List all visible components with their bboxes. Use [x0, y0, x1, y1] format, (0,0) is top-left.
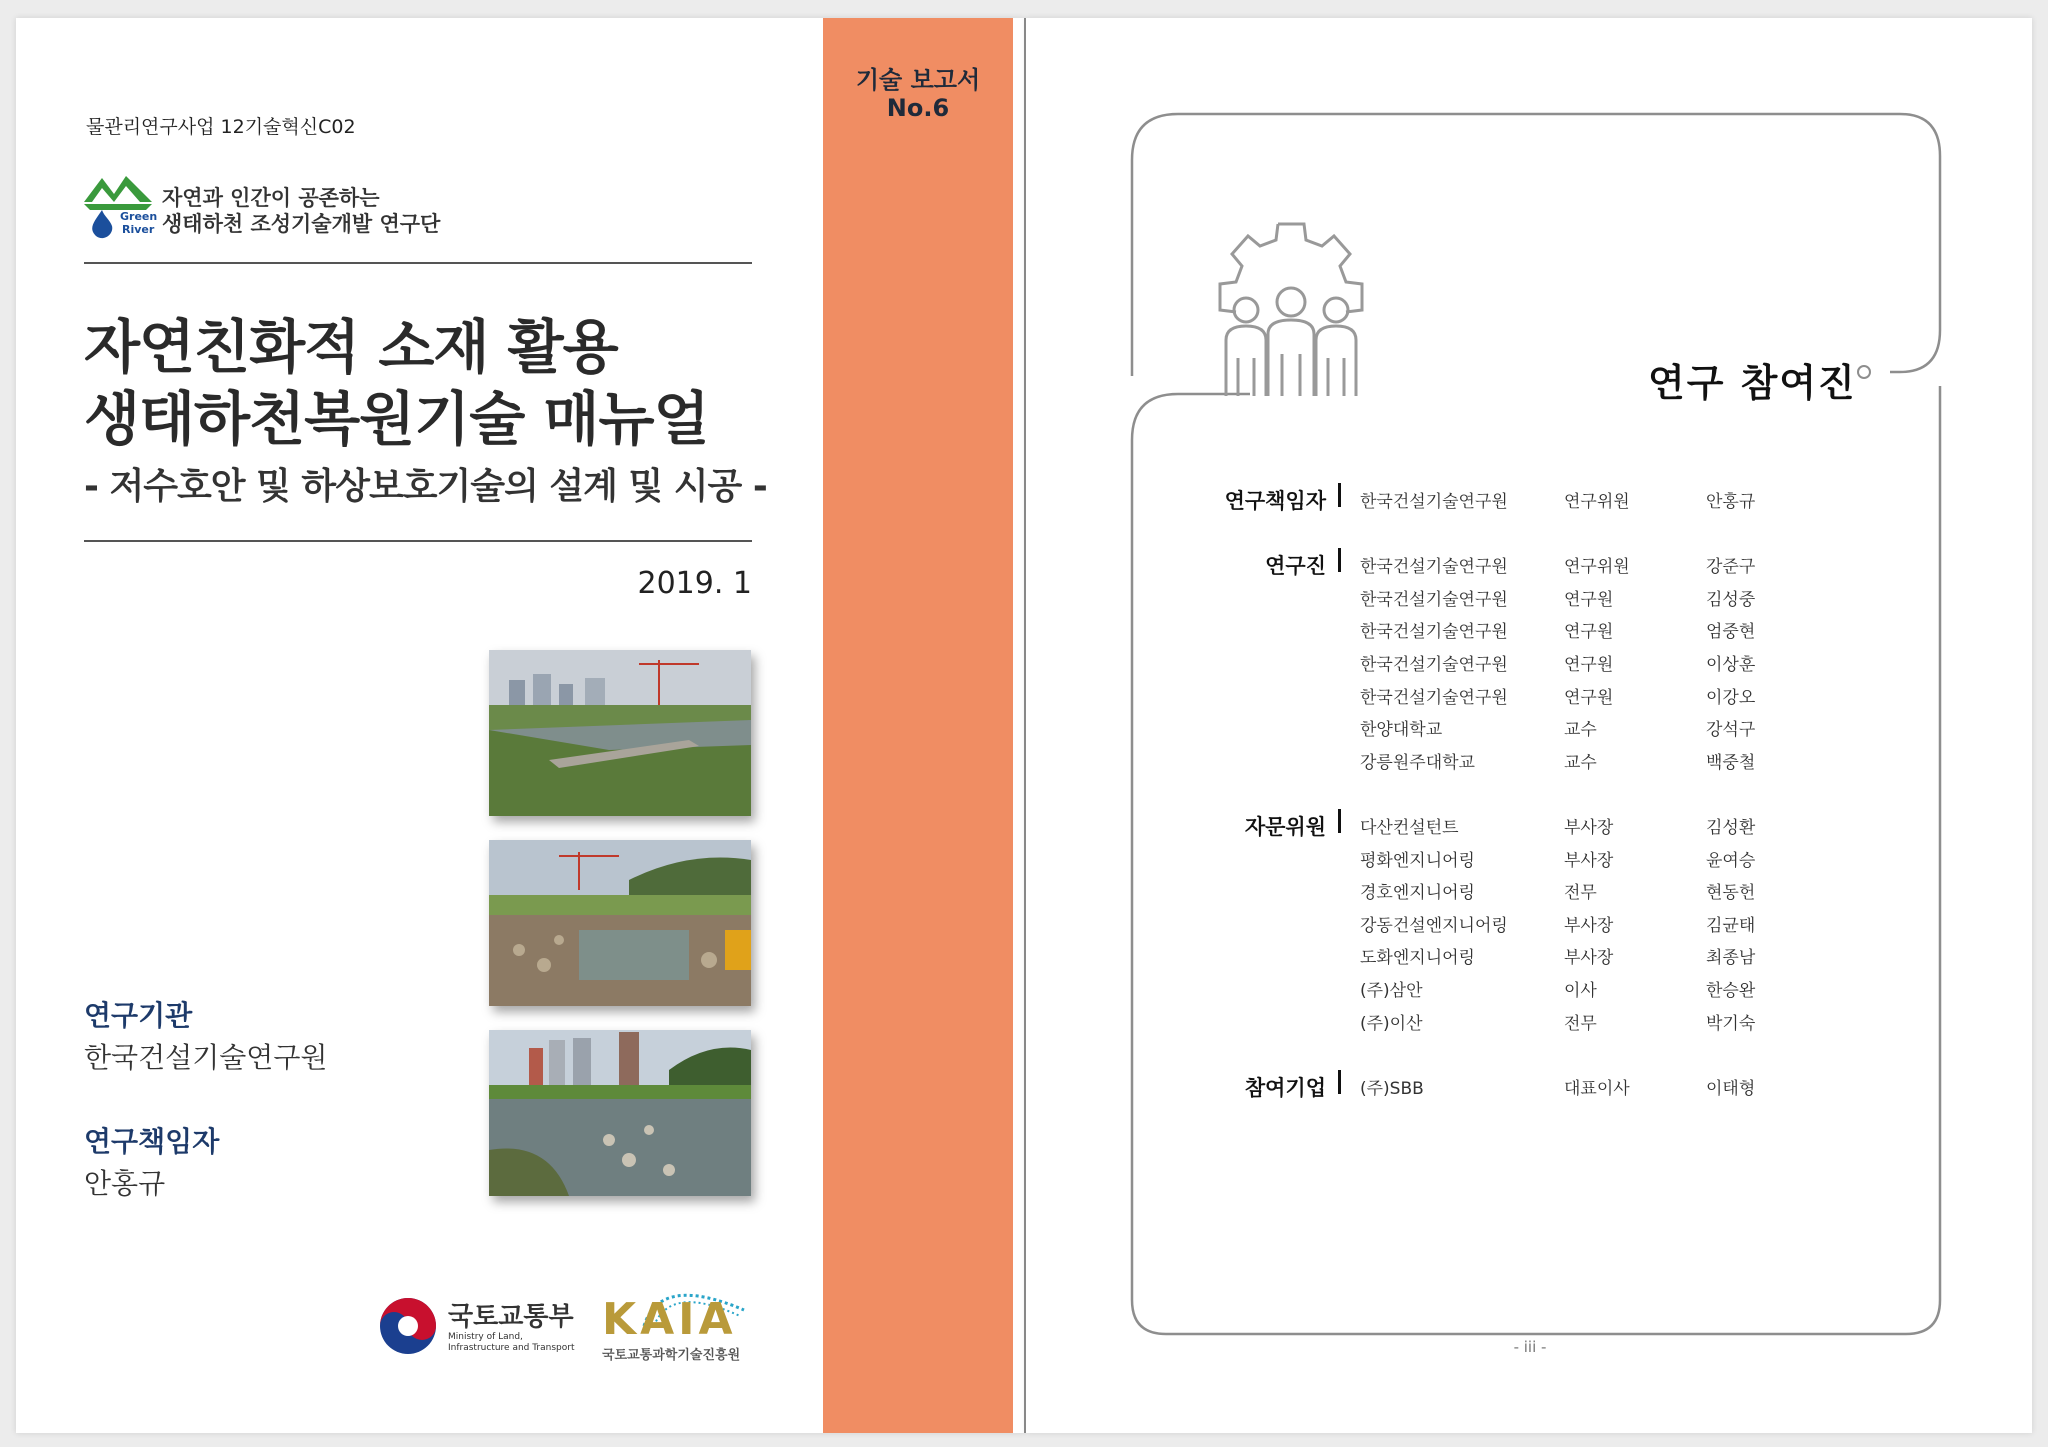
river-photo-1	[489, 650, 751, 816]
cover-title-line2: 생태하천복원기술 매뉴얼	[84, 385, 709, 453]
credit-title: 교수	[1564, 752, 1597, 773]
credit-org: 한국건설기술연구원	[1360, 687, 1508, 708]
ministry-name: 국토교통부	[448, 1302, 574, 1332]
credit-org: 한국건설기술연구원	[1360, 655, 1508, 675]
credit-name: 이태형	[1706, 1078, 1756, 1099]
credit-name: 백중철	[1706, 752, 1756, 773]
credit-name: 박기숙	[1706, 1013, 1756, 1034]
credit-title: 부사장	[1564, 915, 1614, 936]
credit-title: 전무	[1564, 883, 1597, 904]
credit-org: 평화엔지니어링	[1360, 850, 1475, 871]
kaia-name: 국토교통과학기술진흥원	[602, 1348, 741, 1363]
cover-subtitle: - 저수호안 및 하상보호기술의 설계 및 시공 -	[84, 466, 767, 507]
credit-role-label: 연구진	[1265, 554, 1326, 579]
program-code: 물관리연구사업 12기술혁신C02	[86, 116, 356, 138]
credit-name: 강석구	[1706, 720, 1756, 741]
ministry-en-line1: Ministry of Land,	[448, 1332, 523, 1342]
credit-name: 이강오	[1706, 687, 1756, 708]
credit-org: 한국건설기술연구원	[1360, 622, 1508, 643]
credit-name: 안홍규	[1706, 492, 1756, 512]
credit-title: 연구원	[1564, 589, 1614, 610]
taegeuk-icon	[378, 1296, 438, 1356]
credit-name: 강준구	[1706, 557, 1756, 578]
credit-org: 경호엔지니어링	[1360, 883, 1475, 904]
credit-name: 김성환	[1706, 818, 1756, 838]
credit-role-separator	[1338, 809, 1341, 833]
credit-org: 강동건설엔지니어링	[1360, 915, 1508, 936]
credit-role-separator	[1338, 1070, 1341, 1094]
credit-title: 이사	[1564, 981, 1597, 1001]
credit-title: 교수	[1564, 720, 1597, 741]
credit-org: (주)이산	[1360, 1013, 1423, 1034]
logo-text-river: River	[122, 223, 155, 236]
credit-name: 엄중현	[1706, 622, 1756, 643]
credit-title: 연구위원	[1564, 557, 1630, 578]
team-gear-icon	[1218, 218, 1364, 396]
credit-name: 윤여승	[1706, 850, 1756, 871]
lead-label: 연구책임자	[84, 1125, 220, 1158]
credit-name: 최종남	[1706, 948, 1756, 969]
credit-title: 연구위원	[1564, 492, 1630, 512]
spine-label-number: No.6	[886, 94, 950, 122]
credit-title: 부사장	[1564, 948, 1614, 969]
credit-name: 김성중	[1706, 589, 1756, 610]
credit-name: 이상훈	[1706, 655, 1756, 675]
org-name-line2: 생태하천 조성기술개발 연구단	[162, 212, 441, 236]
divider-bottom	[84, 540, 752, 542]
credit-name: 현동헌	[1706, 883, 1756, 904]
org-name-line1: 자연과 인간이 공존하는	[162, 186, 380, 210]
credit-org: 강릉원주대학교	[1360, 752, 1475, 773]
credit-title: 연구원	[1564, 622, 1614, 643]
credit-title: 부사장	[1564, 850, 1614, 871]
credit-role-separator	[1338, 548, 1341, 572]
page-fold-line	[1024, 18, 1026, 1433]
credit-role-label: 연구책임자	[1224, 489, 1326, 513]
spine-label-title: 기술 보고서	[855, 66, 981, 94]
credit-title: 전무	[1564, 1013, 1597, 1034]
credit-name: 한승완	[1706, 981, 1756, 1001]
logo-text-green: Green	[120, 210, 158, 223]
credit-org: (주)SBB	[1360, 1078, 1424, 1099]
credit-org: 한국건설기술연구원	[1360, 589, 1508, 610]
page-number: - iii -	[1513, 1338, 1547, 1356]
credit-org: 도화엔지니어링	[1360, 948, 1475, 969]
ministry-logo	[378, 1296, 438, 1356]
river-photo-2	[489, 840, 751, 1006]
cover-date: 2019. 1	[637, 566, 752, 601]
credits-heading: 연구 참여진	[1648, 361, 1857, 405]
credit-org: 한양대학교	[1360, 720, 1443, 741]
divider-top	[84, 262, 752, 264]
credit-role-separator	[1338, 483, 1341, 507]
credit-title: 부사장	[1564, 818, 1614, 838]
credit-org: 한국건설기술연구원	[1360, 492, 1508, 512]
ministry-en-line2: Infrastructure and Transport	[448, 1343, 575, 1353]
credit-title: 연구원	[1564, 655, 1614, 675]
credit-org: 한국건설기술연구원	[1360, 557, 1508, 578]
lead-value: 안홍규	[84, 1167, 166, 1200]
kaia-logo-text: KAIA	[602, 1294, 737, 1345]
credit-role-label: 자문위원	[1244, 815, 1326, 839]
credit-title: 연구원	[1564, 687, 1614, 708]
credit-org: 다산컨설턴트	[1360, 818, 1459, 838]
credit-name: 김균태	[1706, 915, 1756, 936]
credit-role-label: 참여기업	[1244, 1075, 1326, 1100]
cover-title-line1: 자연친화적 소재 활용	[84, 313, 618, 381]
institution-value: 한국건설기술연구원	[84, 1041, 328, 1074]
spine-band	[823, 18, 1013, 1433]
river-photo-3	[489, 1030, 751, 1196]
credit-org: (주)삼안	[1360, 981, 1423, 1001]
institution-label: 연구기관	[84, 999, 193, 1032]
credit-title: 대표이사	[1564, 1078, 1630, 1099]
